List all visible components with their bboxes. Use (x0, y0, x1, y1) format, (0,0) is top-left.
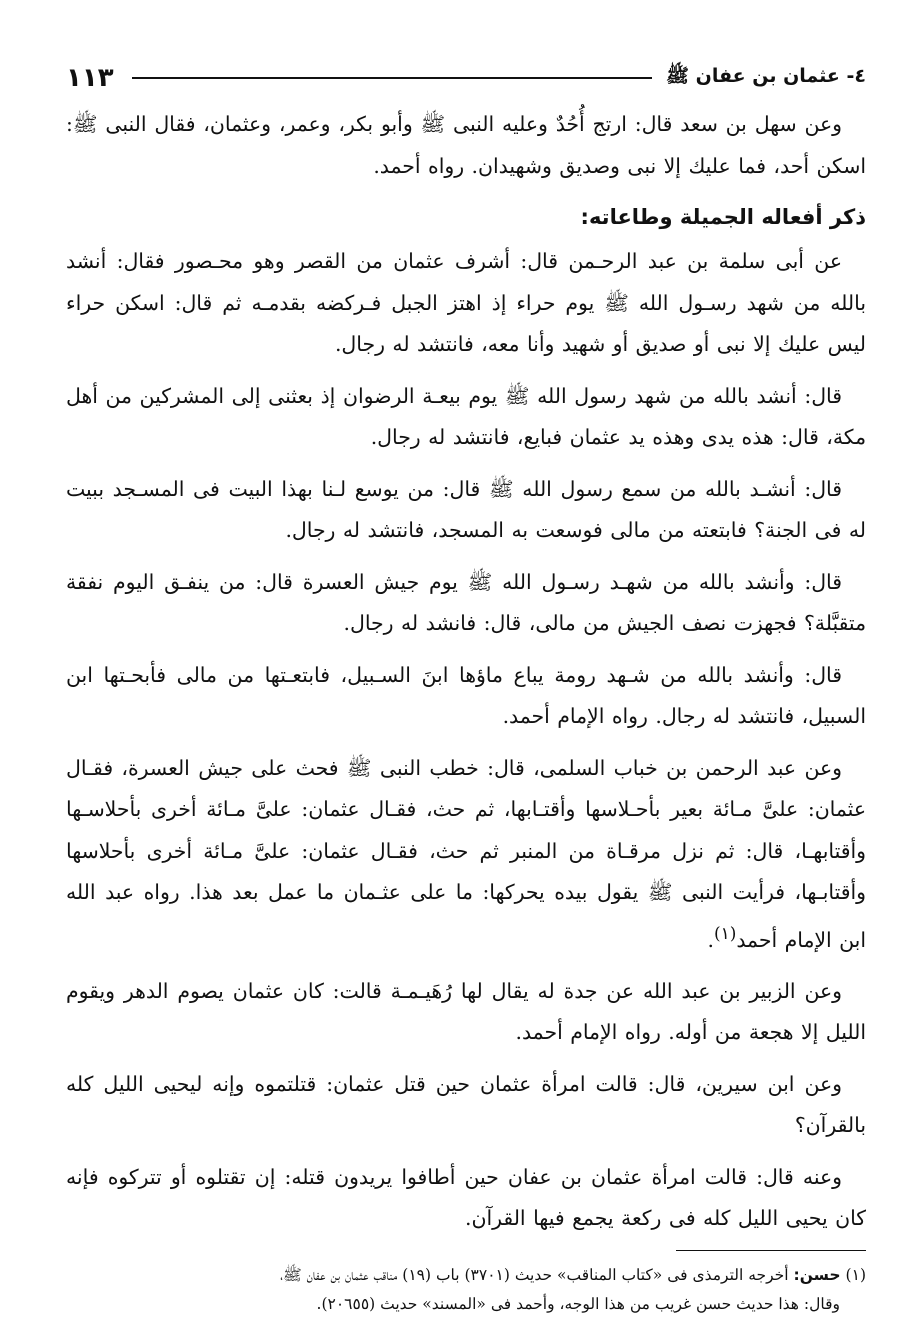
footnote-line (66, 1261, 866, 1290)
paragraph: قال: وأنشد بالله من شـهد رومة يباع ماؤها ابنَ السـبيل، فابتعـتها من مالى فأبحـتها ابن السبيل، فانتشد له رجال. رواه الإمام أحمد. (66, 662, 866, 728)
running-header (66, 56, 866, 100)
paragraph: قال: وأنشد بالله من شهـد رسـول الله ﷺ يوم جيش العسرة قال: من ينفـق اليوم نفقة متقبَّلة؟ فجهزت نصف الجيش من مالى، قال: فانشد له رجال. (66, 569, 866, 635)
footnote-separator (676, 1250, 866, 1251)
paragraph: قال: أنشد بالله من شهد رسول الله ﷺ يوم بيعـة الرضوان إذ بعثنى إلى المشركين من أهل مكة، قال: هذه يدى وهذه يد عثمان فبايع، فانتشد له رجال. (66, 383, 866, 449)
page-number: ١١٣ (66, 63, 114, 93)
paragraph: وعن سهل بن سعد قال: ارتج أُحُدٌ وعليه النبى ﷺ وأبو بكر، وعمر، وعثمان، فقال النبى ﷺ: اسكن أحد، فما عليك إلا نبى وصديق وشهيدان. رواه أحمد. (66, 112, 866, 178)
footnote-grade: حسن: (793, 1265, 841, 1284)
header-rule (132, 77, 652, 79)
footnotes (66, 1261, 866, 1319)
footnote-text: أخرجه الترمذى فى «كتاب المناقب» حديث (٣٧٠١) باب (١٩) مناقب عثمان بن عفان ﷺ، (280, 1265, 789, 1284)
paragraph: وعنه قال: قالت امرأة عثمان بن عفان حين أطافوا يريدون قتله: إن تقتلوه أو تتركوه فإنه كان يحيى الليل كله فى ركعة يجمع فيها القرآن. (66, 1164, 866, 1231)
footnote-line: وقال: هذا حديث حسن غريب من هذا الوجه، وأحمد فى «المسند» حديث (٢٠٦٥٥). (316, 1294, 840, 1313)
paragraph-end-mark: . (707, 927, 714, 952)
chapter-title: ٤- عثمان بن عفان ﷺ (666, 65, 866, 87)
paragraph: قال: أنشـد بالله من سمع رسول الله ﷺ قال: من يوسع لـنا بهذا البيت فى المسـجد ببيت له فى الجنة؟ فابتعته من مالى فوسعت به المسجد، فانتشد له رجال. (66, 476, 866, 542)
section-heading: ذكر أفعاله الجميلة وطاعاته: (580, 205, 866, 229)
paragraph: عن أبى سلمة بن عبد الرحـمن قال: أشرف عثمان من القصر وهو محـصور فقال: أنشد بالله من شهد رسـول الله ﷺ يوم حراء إذ اهتز الجبل فـركضه بقدمـه ثم قال: اسكن حراء ليس عليك إلا نبى أو صديق أو شهيد وأنا معه، فانتشد له رجال. (66, 249, 866, 356)
paragraph-text: وعن عبد الرحمن بن خباب السلمى، قال: خطب النبى ﷺ فحث على جيش العسرة، فقـال عثمان: علىَّ مـائة بعير بأحـلاسها وأقتـابها، ثم حث، فقـال عثمان: علىَّ مـائة أخرى بأحلاسـها وأقتابهـا، قال: ثم نزل مرقـاة من المنبر ثم حث، فقـال عثمان: علىَّ مـائة أخرى بأحلاسها وأقتابـها، فرأيت النبى ﷺ يقول بيده يحركها: ما على عثـمان ما عمل بعد هذا. رواه عبد الله ابن الإمام أحمد (66, 755, 866, 952)
footnote-number: (١) (845, 1265, 866, 1284)
paragraph: وعن ابن سيرين، قال: قالت امرأة عثمان حين قتل عثمان: قتلتموه وإنه ليحيى الليل كله بالقرآن؟ (66, 1071, 866, 1138)
paragraph (66, 748, 866, 961)
footnote-reference: (١) (713, 923, 737, 944)
main-text (66, 104, 866, 1240)
paragraph: وعن الزبير بن عبد الله عن جدة له يقال لها رُهَيـمـة قالت: كان عثمان يصوم الدهر ويقوم الليل إلا هجعة من أوله. رواه الإمام أحمد. (66, 978, 866, 1045)
